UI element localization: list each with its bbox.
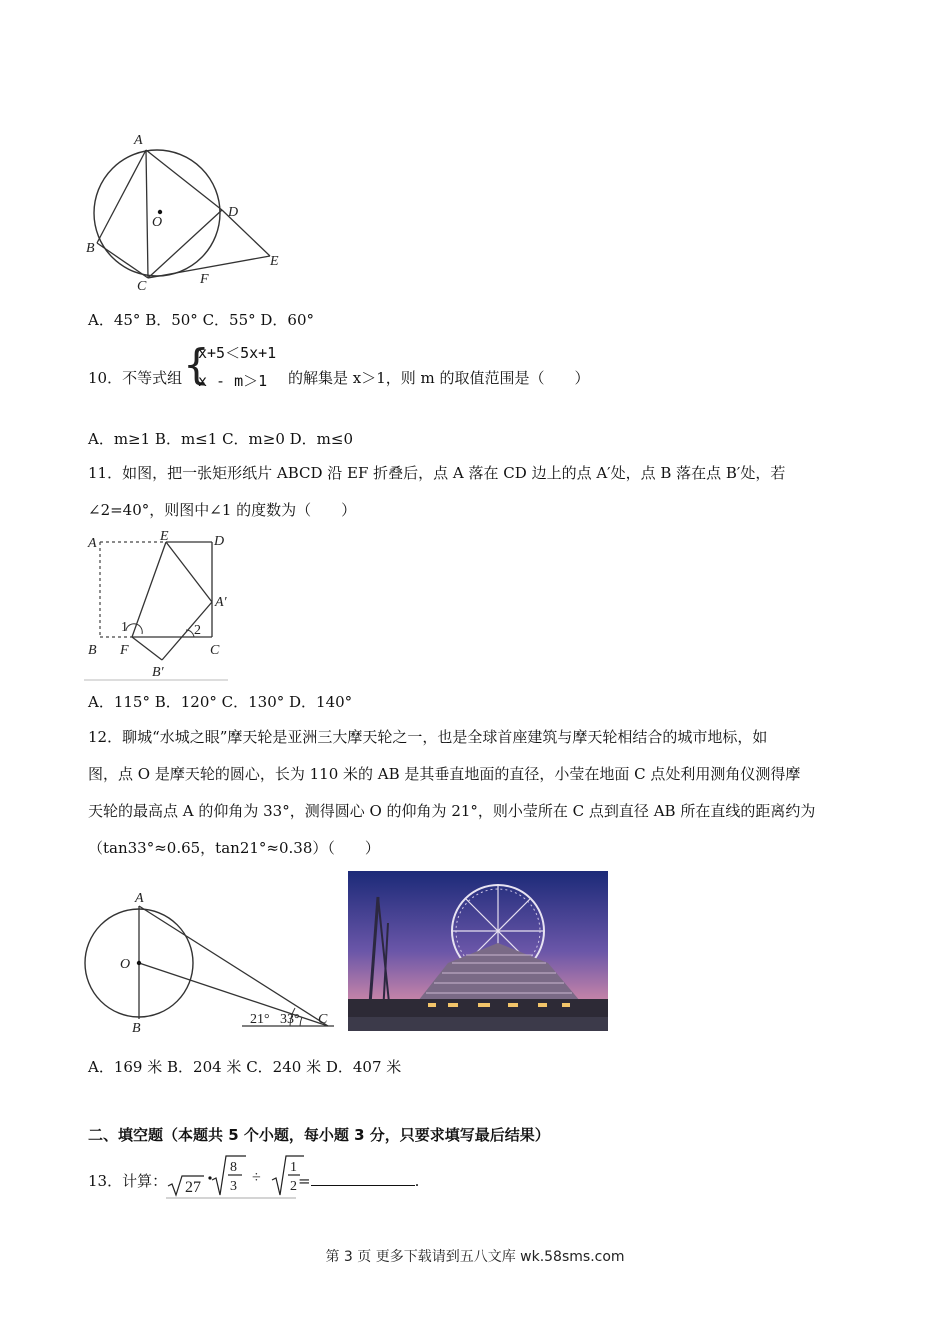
angle-33: 33° [280, 1012, 300, 1027]
q12-line4: （tan33°≈0.65，tan21°≈0.38）（ ） [88, 839, 380, 857]
label-A: A [135, 891, 144, 906]
q10-tail: 的解集是 x＞1，则 m 的取值范围是（ ） [288, 369, 590, 387]
label-D: D [228, 205, 239, 220]
label-A: A [88, 536, 97, 551]
figure-q11-fold [84, 530, 234, 682]
label-F: F [200, 272, 209, 287]
q10-brace: { [183, 340, 210, 389]
section-2-heading: 二、填空题（本题共 5 个小题，每小题 3 分，只要求填写最后结果） [88, 1126, 550, 1144]
label-C: C [318, 1012, 328, 1027]
q13-answer [298, 1171, 419, 1191]
label-one: 1 [121, 620, 128, 635]
label-B: B [88, 643, 97, 658]
divide-sign: ÷ [252, 1169, 261, 1186]
label-F: F [120, 643, 129, 658]
angle-21: 21° [250, 1012, 270, 1027]
page-footer: 第 3 页 更多下载请到五八文库 wk.58sms.com [325, 1249, 625, 1265]
label-B: B [132, 1021, 141, 1034]
label-A-prime: A′ [215, 595, 227, 610]
radicand-1: 1 [290, 1160, 297, 1175]
q11-line1: 11．如图，把一张矩形纸片 ABCD 沿 EF 折叠后，点 A 落在 CD 边上的点 A′处，点 B 落在点 B′处，若 [88, 464, 786, 482]
label-A: A [134, 133, 143, 148]
q12-line1: 12．聊城“水城之眼”摩天轮是亚洲三大摩天轮之一，也是全球首座建筑与摩天轮相结合的城市地标，如 [88, 728, 768, 746]
q12-line2: 图，点 O 是摩天轮的圆心，长为 110 米的 AB 是其垂直地面的直径，小莹在地面 C 点处利用测角仪测得摩 [88, 765, 801, 783]
q11-line2: ∠2=40°，则图中∠1 的度数为（ ） [88, 501, 357, 519]
period: . [414, 1172, 420, 1190]
radicand-8: 8 [230, 1160, 237, 1175]
label-O: O [120, 957, 131, 972]
label-B: B [86, 241, 95, 256]
photo-ferris-wheel [348, 871, 608, 1031]
label-E: E [270, 254, 279, 269]
q10-number: 10．不等式组 [88, 369, 183, 387]
figure-q9-circle [82, 128, 292, 296]
radicand-3: 3 [230, 1179, 237, 1194]
radicand-2: 2 [290, 1179, 297, 1194]
q12-options: A．169 米 B．204 米 C．240 米 D．407 米 [88, 1058, 402, 1076]
q9-options: A．45° B．50° C．55° D．60° [88, 311, 315, 329]
q12-line3: 天轮的最高点 A 的仰角为 33°，测得圆心 O 的仰角为 21°，则小莹所在 C 点到直径 AB 所在直线的距离约为 [88, 802, 816, 820]
q11-options: A．115° B．120° C．130° D．140° [88, 693, 353, 711]
q13-expression [166, 1152, 306, 1200]
label-D: D [214, 534, 225, 549]
q13-prefix: 13．计算： [88, 1172, 168, 1190]
label-O: O [152, 215, 163, 230]
figure-q12-wheel [82, 888, 338, 1034]
label-E: E [160, 530, 169, 544]
radicand-27: 27 [185, 1179, 201, 1196]
label-C: C [137, 279, 147, 294]
answer-blank [311, 1171, 415, 1186]
label-C: C [210, 643, 220, 658]
equals-sign: = [298, 1172, 311, 1190]
label-B-prime: B′ [152, 665, 164, 680]
label-two: 2 [194, 623, 201, 638]
q10-options: A．m≥1 B．m≤1 C．m≥0 D．m≤0 [88, 430, 354, 448]
q10-ineq-2: x - m＞1 [198, 372, 268, 390]
q10-ineq-1: x+5＜5x+1 [198, 344, 277, 362]
